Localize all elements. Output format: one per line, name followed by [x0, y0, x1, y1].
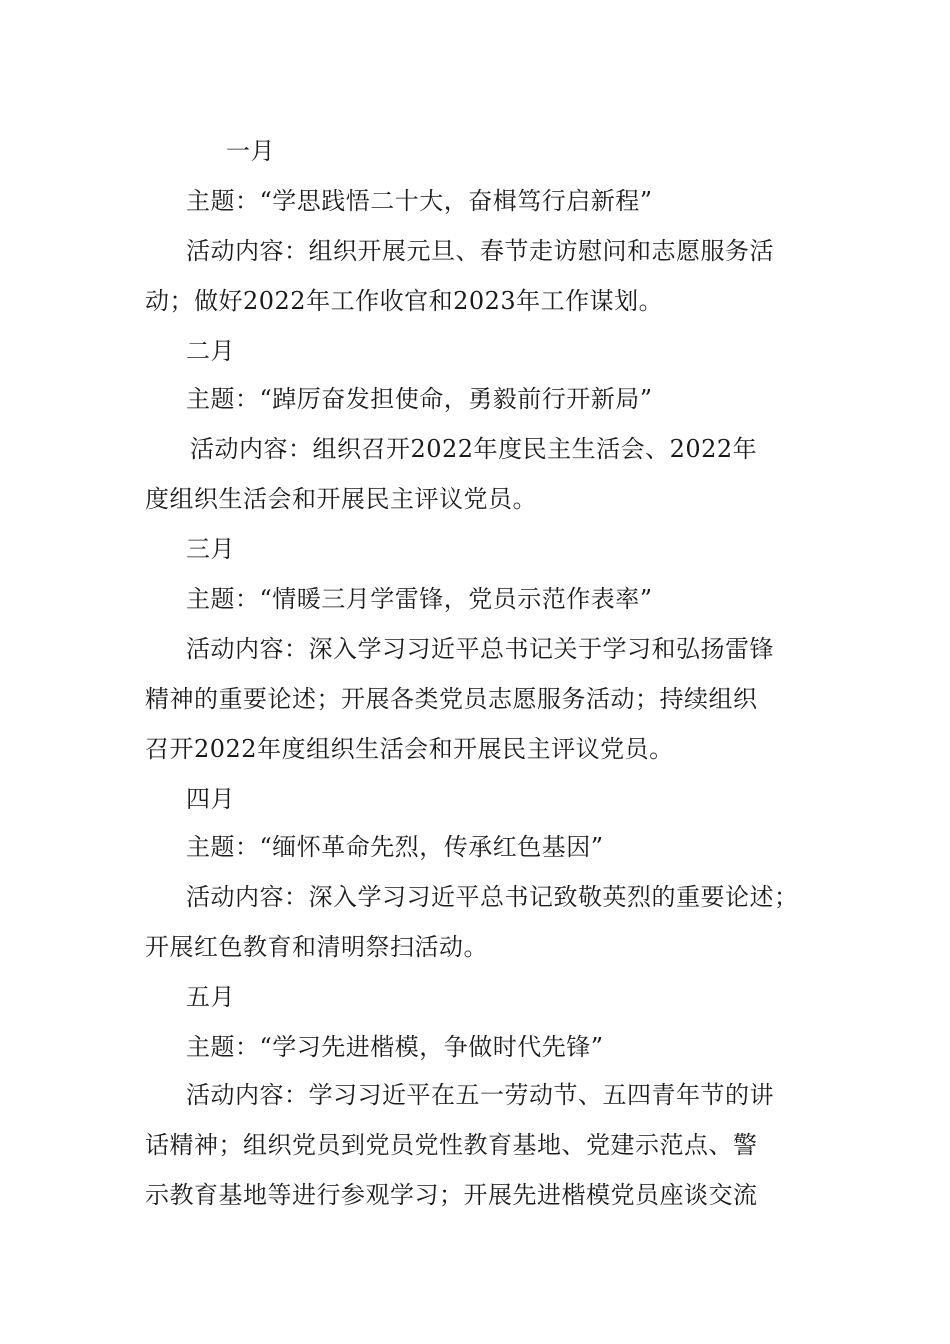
theme-february: 主题：“踔厉奋发担使命，勇毅前行开新局”	[186, 385, 653, 413]
activity-january-line1: 活动内容：组织开展元旦、春节走访慰问和志愿服务活	[186, 237, 774, 265]
activity-january-line2: 动；做好2022年工作收官和2023年工作谋划。	[145, 287, 664, 315]
theme-may: 主题：“学习先进楷模，争做时代先锋”	[186, 1033, 604, 1061]
theme-january: 主题：“学思践悟二十大，奋楫笃行启新程”	[186, 187, 653, 215]
month-heading-april: 四月	[186, 785, 235, 813]
activity-march-line2: 精神的重要论述；开展各类党员志愿服务活动；持续组织	[145, 685, 758, 713]
activity-may-line2: 话精神；组织党员到党员党性教育基地、党建示范点、警	[145, 1131, 758, 1159]
activity-may-line3: 示教育基地等进行参观学习；开展先进楷模党员座谈交流	[145, 1181, 758, 1209]
month-heading-february: 二月	[186, 337, 235, 365]
month-heading-january: 一月	[226, 137, 275, 165]
activity-february-line1: 活动内容：组织召开2022年度民主生活会、2022年	[190, 435, 758, 463]
activity-april-line1: 活动内容：深入学习习近平总书记致敬英烈的重要论述；	[186, 883, 799, 911]
activity-march-line3: 召开2022年度组织生活会和开展民主评议党员。	[145, 735, 674, 763]
theme-march: 主题：“情暖三月学雷锋，党员示范作表率”	[186, 585, 653, 613]
activity-april-line2: 开展红色教育和清明祭扫活动。	[145, 933, 488, 961]
activity-february-line2: 度组织生活会和开展民主评议党员。	[145, 485, 537, 513]
activity-march-line1: 活动内容：深入学习习近平总书记关于学习和弘扬雷锋	[186, 635, 774, 663]
month-heading-march: 三月	[186, 535, 235, 563]
theme-april: 主题：“缅怀革命先烈，传承红色基因”	[186, 833, 604, 861]
activity-may-line1: 活动内容：学习习近平在五一劳动节、五四青年节的讲	[186, 1081, 774, 1109]
month-heading-may: 五月	[186, 983, 235, 1011]
